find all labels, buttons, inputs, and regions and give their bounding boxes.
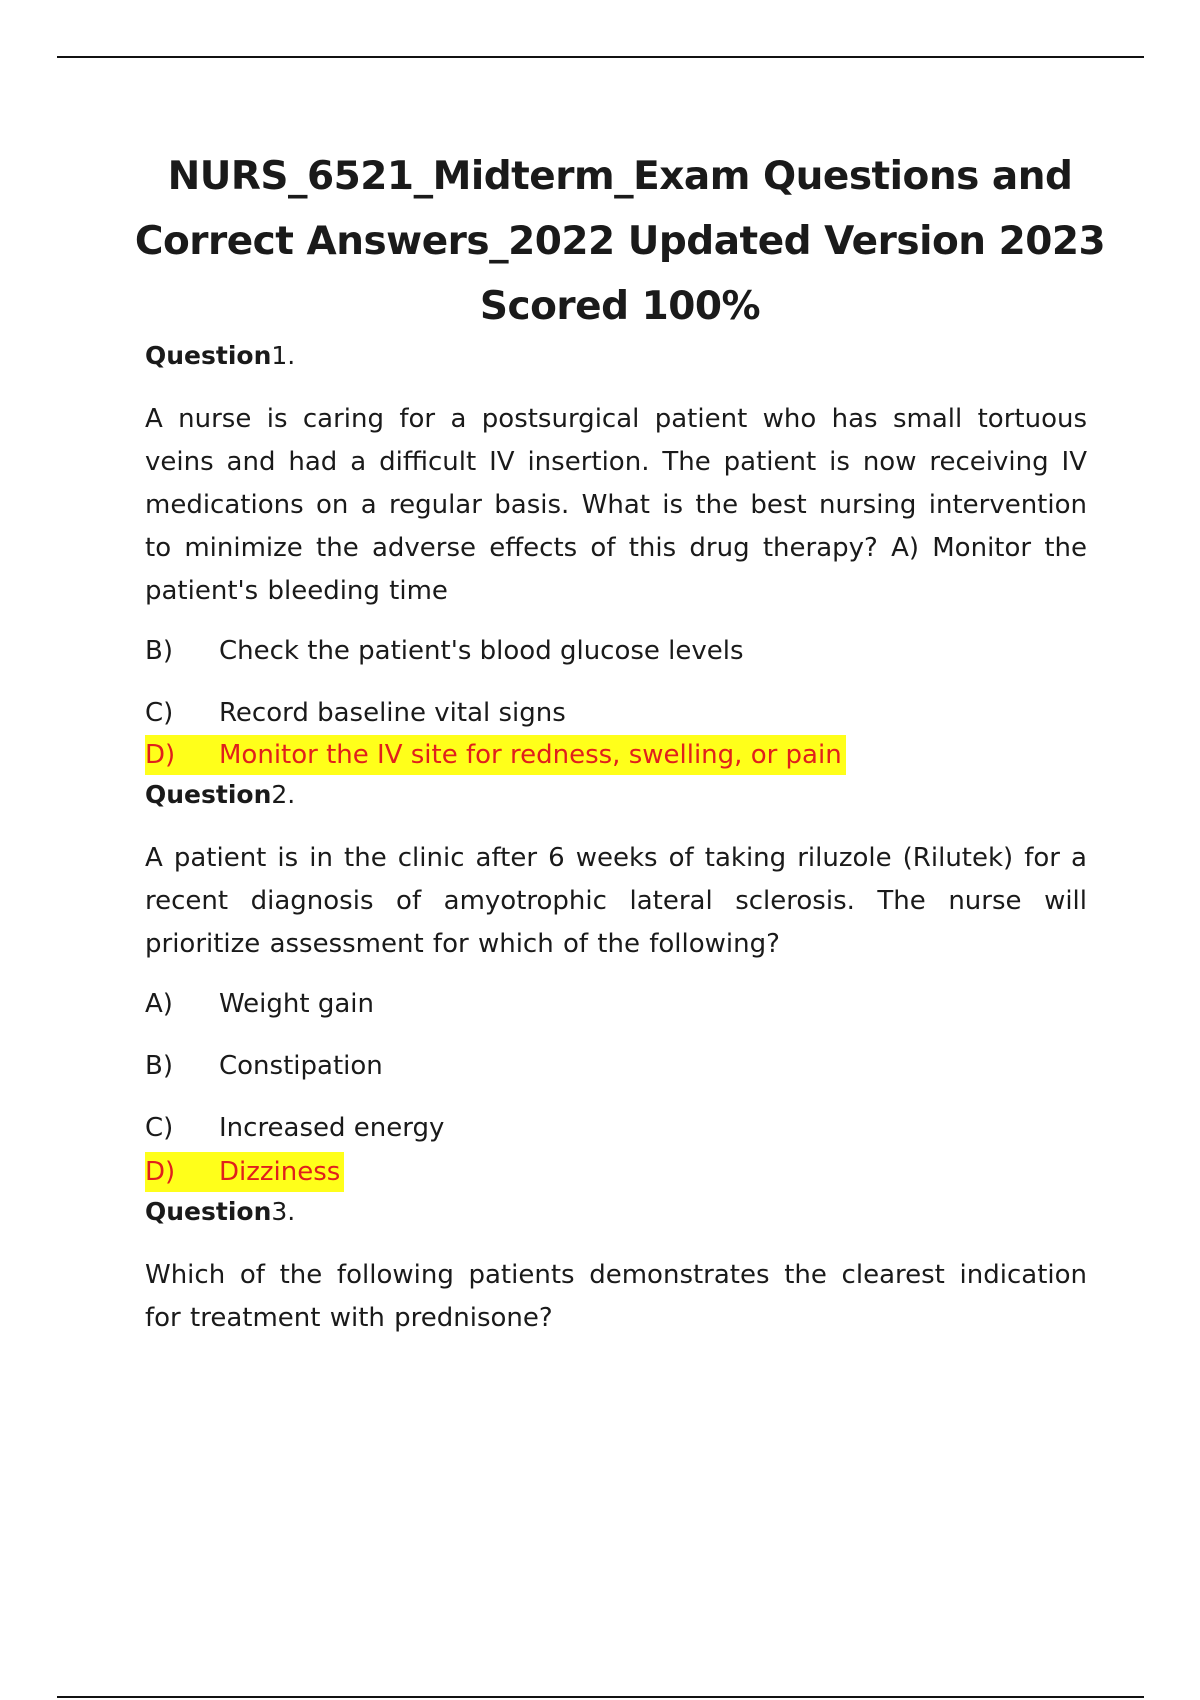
option-letter: D) <box>145 1157 176 1187</box>
title-line: NURS_6521_Midterm_Exam Questions and <box>167 154 1073 199</box>
option-letter: D) <box>145 740 176 770</box>
answer-option <box>145 631 1087 671</box>
top-rule <box>57 56 1144 58</box>
correct-answer-highlight <box>145 1152 344 1192</box>
option-letter: C) <box>145 698 174 728</box>
question-block <box>145 336 1087 775</box>
correct-answer-row <box>145 735 1087 775</box>
option-letter: B) <box>145 1051 173 1081</box>
question-heading <box>145 775 1087 815</box>
question-text: Which of the following patients demonstrates the clearest indication for treatment with prednisone? <box>145 1260 1087 1333</box>
document-title <box>100 144 1140 339</box>
option-letter: C) <box>145 1113 174 1143</box>
option-text: Increased energy <box>219 1113 445 1143</box>
option-text: Constipation <box>219 1051 383 1081</box>
title-line: Correct Answers_2022 Updated Version 2023 <box>134 219 1106 264</box>
option-text: Dizziness <box>219 1157 341 1187</box>
question-text: A nurse is caring for a postsurgical patient who has small tortuous veins and had a difficult IV insertion. The patient is now receiving IV medications on a regular basis. What is the best nursing intervention to minimize the adverse effects of this drug therapy? A) Monitor the patient's bleeding time <box>145 404 1087 606</box>
question-number: 3. <box>271 1197 296 1226</box>
option-letter: B) <box>145 636 173 666</box>
question-block <box>145 1192 1087 1340</box>
correct-answer-highlight <box>145 735 846 775</box>
correct-answer-row <box>145 1152 1087 1192</box>
question-text: A patient is in the clinic after 6 weeks of taking riluzole (Rilutek) for a recent diagnosis of amyotrophic lateral sclerosis. The nurse will prioritize assessment for which of the following? <box>145 843 1087 959</box>
document-body <box>145 336 1087 1358</box>
option-text: Weight gain <box>219 989 374 1019</box>
question-label: Question <box>145 1197 272 1226</box>
option-text: Monitor the IV site for redness, swelling, or pain <box>219 740 842 770</box>
question-number: 2. <box>271 780 296 809</box>
question-number: 1. <box>271 341 296 370</box>
answer-option <box>145 693 1087 733</box>
question-label: Question <box>145 780 272 809</box>
answer-option <box>145 1046 1087 1086</box>
answer-option <box>145 1108 1087 1148</box>
question-heading <box>145 1192 1087 1232</box>
bottom-rule <box>57 1696 1144 1698</box>
question-label: Question <box>145 341 272 370</box>
question-heading <box>145 336 1087 376</box>
option-text: Record baseline vital signs <box>219 698 566 728</box>
option-text: Check the patient's blood glucose levels <box>219 636 744 666</box>
answer-option <box>145 984 1087 1024</box>
title-line: Scored 100% <box>479 284 761 329</box>
question-block <box>145 775 1087 1192</box>
option-letter: A) <box>145 989 173 1019</box>
